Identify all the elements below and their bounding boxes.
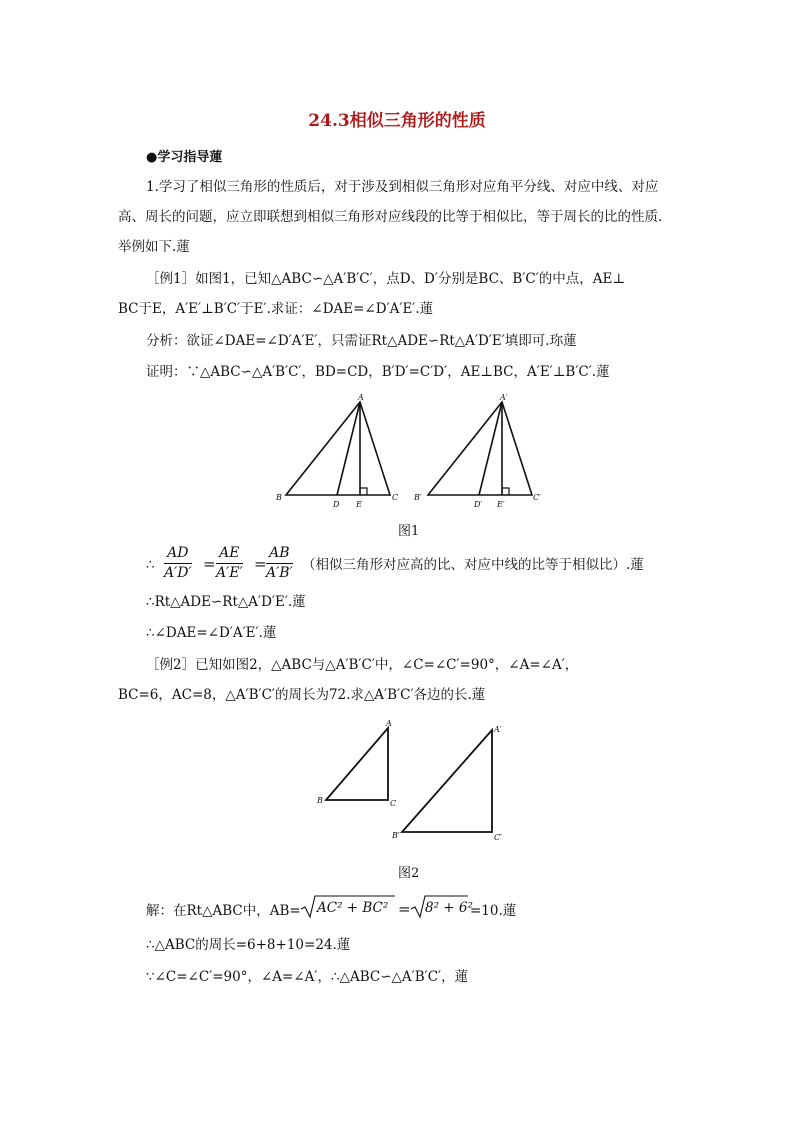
label-small-b: B: [317, 796, 323, 805]
label-e-prime: E′: [497, 500, 505, 509]
label-small-c: C: [390, 799, 397, 808]
equals-2: =: [254, 555, 267, 573]
label-d: D: [333, 500, 340, 509]
equals-1: =: [203, 555, 216, 573]
fraction-ad-denominator: A′D′: [164, 565, 192, 581]
triangle-abc: [286, 402, 390, 495]
solution-because: ∵∠C=∠C′=90°，∠A=∠A′，∴△ABC∽△A′B′C′，蓮: [146, 969, 469, 985]
section-heading: ●学习指导蓮: [146, 150, 223, 165]
solution-prefix: 解：在Rt△ABC中，AB=: [146, 903, 301, 919]
solution-perimeter: ∴△ABC的周长=6+8+10=24.蓮: [146, 937, 351, 953]
sqrt-expression-1: AC² + BC²: [317, 900, 389, 916]
figure-1: [270, 390, 560, 510]
fraction-ab-denominator: A′B′: [266, 565, 293, 581]
example1-proof: 证明：∵△ABC∽△A′B′C′，BD=CD，B′D′=C′D′，AE⊥BC，A′E′⊥B′C′.蓮: [146, 364, 610, 380]
conclusion-2: ∴∠DAE=∠D′A′E′.蓮: [146, 625, 277, 641]
example1-line-2: BC于E，A′E′⊥B′C′于E′.求证：∠DAE=∠D′A′E′.蓮: [118, 301, 434, 317]
triangle-a-prime-b-prime-c-prime: [428, 402, 532, 495]
intro-line-1: 1.学习了相似三角形的性质后，对于涉及到相似三角形对应角平分线、对应中线、对应: [146, 179, 659, 195]
small-right-triangle: [326, 728, 388, 800]
label-b-prime: B′: [414, 493, 422, 502]
fraction-ae-denominator: A′E′: [216, 565, 243, 581]
label-b: B: [276, 493, 282, 502]
fraction-ae-numerator: AE: [216, 544, 243, 564]
figure-2: [312, 718, 512, 846]
label-large-b-prime: B′: [392, 831, 400, 840]
label-large-c-prime: C′: [494, 833, 502, 842]
figure-1-caption: 图1: [398, 524, 420, 539]
label-d-prime: D′: [474, 500, 483, 509]
conclusion-1: ∴Rt△ADE∽Rt△A′D′E′.蓮: [146, 594, 306, 610]
label-e: E: [356, 500, 362, 509]
label-c: C: [392, 493, 399, 502]
fraction-ad-numerator: AD: [164, 544, 192, 564]
ratio-note: （相似三角形对应高的比、对应中线的比等于相似比）.蓮: [302, 557, 644, 573]
fraction-ab: [266, 544, 293, 583]
figure-2-caption: 图2: [398, 866, 420, 881]
label-a-prime: A′: [500, 393, 508, 402]
fraction-ae: [216, 544, 243, 583]
example2-line-1: ［例2］已知如图2，△ABC与△A′B′C′中，∠C=∠C′=90°，∠A=∠A′，: [146, 657, 579, 673]
example2-line-2: BC=6，AC=8，△A′B′C′的周长为72.求△A′B′C′各边的长.蓮: [118, 687, 486, 703]
therefore-symbol: ∴: [146, 557, 155, 573]
solution-equals: =: [398, 900, 411, 918]
solution-suffix: =10.蓮: [470, 903, 517, 919]
label-c-prime: C′: [533, 493, 541, 502]
intro-line-2: 高、周长的问题，应立即联想到相似三角形对应线段的比等于相似比，等于周长的比的性质.: [118, 209, 663, 225]
fraction-ab-numerator: AB: [266, 544, 293, 564]
label-small-a: A: [386, 719, 392, 728]
example1-analysis: 分析：欲证∠DAE=∠D′A′E′，只需证Rt△ADE∽Rt△A′D′E′填即可.珎蓮: [146, 333, 577, 349]
intro-line-3: 举例如下.蓮: [118, 239, 190, 255]
fraction-ad: [164, 544, 192, 583]
sqrt-expression-2: 8² + 6²: [425, 900, 473, 916]
page-title: 24.3相似三角形的性质: [308, 111, 486, 131]
label-a: A: [358, 393, 364, 402]
large-right-triangle: [402, 730, 492, 832]
example1-line-1: ［例1］如图1，已知△ABC∽△A′B′C′，点D、D′分别是BC、B′C′的中点，AE⊥: [146, 271, 626, 287]
label-large-a-prime: A′: [494, 725, 502, 734]
